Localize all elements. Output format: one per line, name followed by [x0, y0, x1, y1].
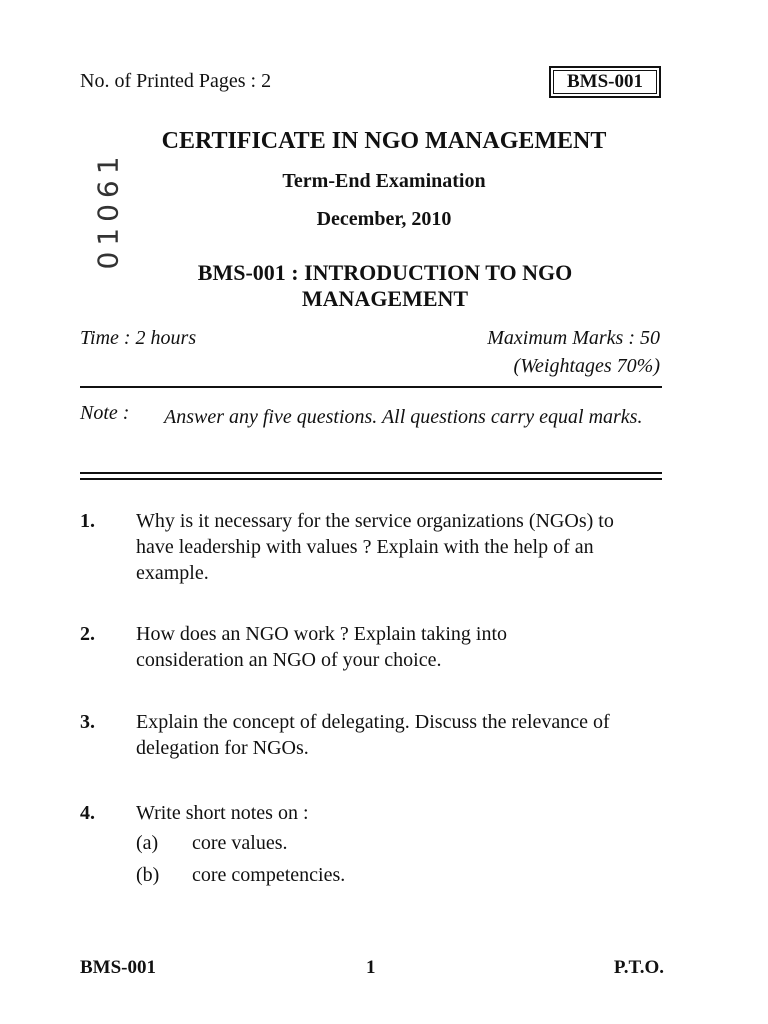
- subitem-b: [136, 864, 345, 887]
- subitem-a: [136, 832, 288, 855]
- divider-line: [80, 472, 662, 474]
- subitem-label: (a): [136, 832, 159, 854]
- course-title: BMS-001 : INTRODUCTION TO NGO MANAGEMENT: [197, 260, 573, 311]
- side-serial-number: 01061: [91, 150, 125, 270]
- question-text: Why is it necessary for the service organizations (NGOs) to have leadership with values ? Explain with the help of an example.: [136, 510, 614, 584]
- question-number: 3.: [80, 711, 95, 733]
- paper-code-box: BMS-001: [549, 66, 661, 98]
- please-turn-over: P.T.O.: [613, 957, 664, 978]
- maximum-marks: Maximum Marks : 50: [487, 327, 660, 349]
- subitem-text: core competencies.: [192, 864, 346, 886]
- exam-subtitle: Term-End Examination: [282, 170, 486, 192]
- time-allowed: Time : 2 hours: [80, 327, 197, 349]
- note-text: Answer any five questions. All questions carry equal marks.: [164, 406, 643, 428]
- weightage: (Weightages 70%): [513, 355, 660, 377]
- printed-pages: No. of Printed Pages : 2: [80, 70, 272, 92]
- question-number: 1.: [80, 510, 95, 532]
- question-text: Write short notes on :: [136, 802, 309, 824]
- page-title: CERTIFICATE IN NGO MANAGEMENT: [161, 128, 607, 154]
- question-number: 2.: [80, 623, 95, 645]
- page-number: 1: [366, 957, 376, 978]
- footer-code: BMS-001: [80, 957, 156, 978]
- note-label: Note :: [80, 402, 130, 424]
- divider-line: [80, 478, 662, 480]
- subitem-text: core values.: [192, 832, 288, 854]
- question-text: How does an NGO work ? Explain taking into consideration an NGO of your choice.: [136, 623, 508, 671]
- subitem-label: (b): [136, 864, 160, 886]
- question-number: 4.: [80, 802, 95, 824]
- exam-date: December, 2010: [316, 208, 452, 230]
- divider-line: [80, 386, 662, 388]
- question-text: Explain the concept of delegating. Discuss the relevance of delegation for NGOs.: [136, 711, 610, 759]
